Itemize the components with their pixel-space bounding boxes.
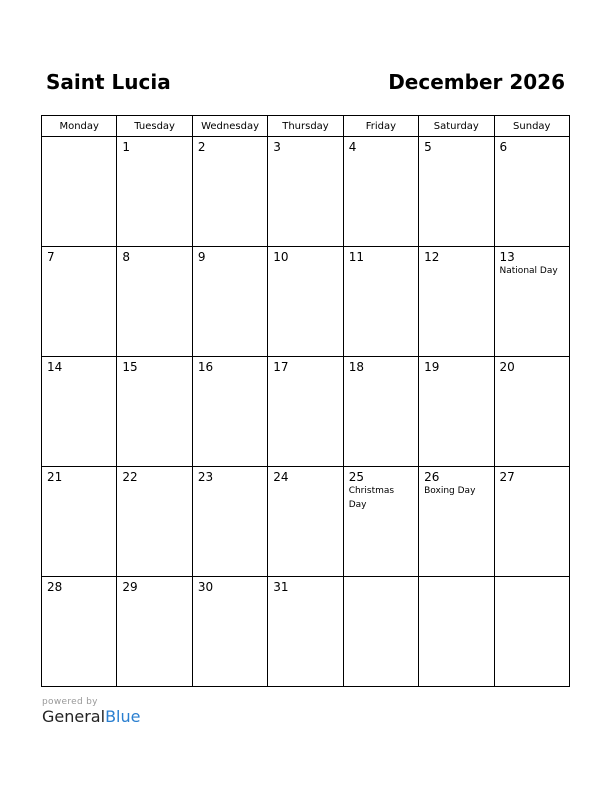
week-row — [42, 467, 570, 577]
holiday-label: Boxing Day — [424, 486, 476, 496]
day-number: 31 — [273, 580, 289, 594]
day-cell — [42, 137, 117, 247]
brand-general: General — [42, 707, 106, 726]
footer-branding — [42, 697, 140, 726]
day-number: 8 — [122, 250, 131, 264]
day-number: 18 — [348, 360, 364, 374]
day-number — [495, 577, 569, 580]
holiday-label: Christmas Day — [348, 486, 395, 510]
weekday-header: Monday — [42, 116, 117, 137]
day-number: 24 — [273, 470, 289, 484]
day-cell — [419, 137, 494, 247]
day-number: 28 — [47, 580, 63, 594]
day-number: 27 — [499, 470, 515, 484]
day-cell — [494, 357, 569, 467]
day-number: 3 — [273, 140, 281, 154]
day-cell — [42, 247, 117, 357]
day-number — [42, 137, 116, 140]
day-number: 11 — [348, 250, 364, 264]
day-cell — [192, 357, 267, 467]
calendar-grid — [41, 115, 570, 687]
day-number: 1 — [122, 140, 131, 154]
weekday-header: Thursday — [268, 116, 343, 137]
country-title: Saint Lucia — [46, 70, 171, 94]
day-number: 29 — [122, 580, 138, 594]
day-number: 30 — [197, 580, 214, 594]
day-number: 9 — [197, 250, 206, 264]
day-cell — [343, 467, 418, 577]
day-cell — [117, 467, 192, 577]
day-cell — [343, 357, 418, 467]
holiday-label: National Day — [499, 266, 558, 276]
day-cell — [42, 357, 117, 467]
day-number: 19 — [424, 360, 440, 374]
week-row — [42, 357, 570, 467]
day-cell — [343, 137, 418, 247]
day-cell — [494, 577, 569, 687]
week-row — [42, 577, 570, 687]
day-number: 13 — [499, 250, 515, 264]
day-cell — [117, 577, 192, 687]
weekday-header: Saturday — [419, 116, 494, 137]
day-cell — [268, 247, 343, 357]
day-number: 22 — [122, 470, 138, 484]
day-cell — [192, 467, 267, 577]
brand-blue: Blue — [105, 707, 141, 726]
month-title: December 2026 — [388, 70, 565, 94]
day-cell — [42, 577, 117, 687]
day-number: 4 — [348, 140, 357, 154]
day-number: 26 — [424, 470, 440, 484]
day-cell — [192, 247, 267, 357]
day-number: 16 — [197, 360, 214, 374]
day-number — [419, 577, 493, 580]
day-cell — [268, 137, 343, 247]
day-cell — [419, 467, 494, 577]
week-row — [42, 247, 570, 357]
generalblue-logo — [42, 708, 140, 726]
day-number: 10 — [273, 250, 289, 264]
day-number: 7 — [47, 250, 55, 264]
day-number: 20 — [499, 360, 515, 374]
day-cell — [117, 357, 192, 467]
day-cell — [42, 467, 117, 577]
day-number: 17 — [273, 360, 289, 374]
weekday-header-row — [42, 116, 570, 137]
day-number — [344, 577, 418, 580]
day-cell — [494, 467, 569, 577]
day-cell — [268, 467, 343, 577]
day-number: 25 — [348, 470, 364, 484]
day-number: 15 — [122, 360, 138, 374]
day-number: 6 — [499, 140, 508, 154]
weekday-header: Sunday — [494, 116, 569, 137]
weekday-header: Tuesday — [117, 116, 192, 137]
day-cell — [419, 247, 494, 357]
day-number: 14 — [47, 360, 63, 374]
day-cell — [494, 137, 569, 247]
powered-by-text: powered by — [42, 697, 98, 707]
day-number: 5 — [424, 140, 432, 154]
day-cell — [117, 247, 192, 357]
day-cell — [343, 247, 418, 357]
day-cell — [419, 577, 494, 687]
day-cell — [268, 357, 343, 467]
day-cell — [494, 247, 569, 357]
day-cell — [192, 577, 267, 687]
week-row — [42, 137, 570, 247]
day-number: 23 — [197, 470, 214, 484]
day-cell — [419, 357, 494, 467]
day-number: 21 — [47, 470, 63, 484]
day-cell — [192, 137, 267, 247]
day-cell — [343, 577, 418, 687]
day-cell — [117, 137, 192, 247]
day-number: 2 — [197, 140, 206, 154]
weekday-header: Wednesday — [192, 116, 267, 137]
weekday-header: Friday — [343, 116, 418, 137]
day-cell — [268, 577, 343, 687]
day-number: 12 — [424, 250, 440, 264]
